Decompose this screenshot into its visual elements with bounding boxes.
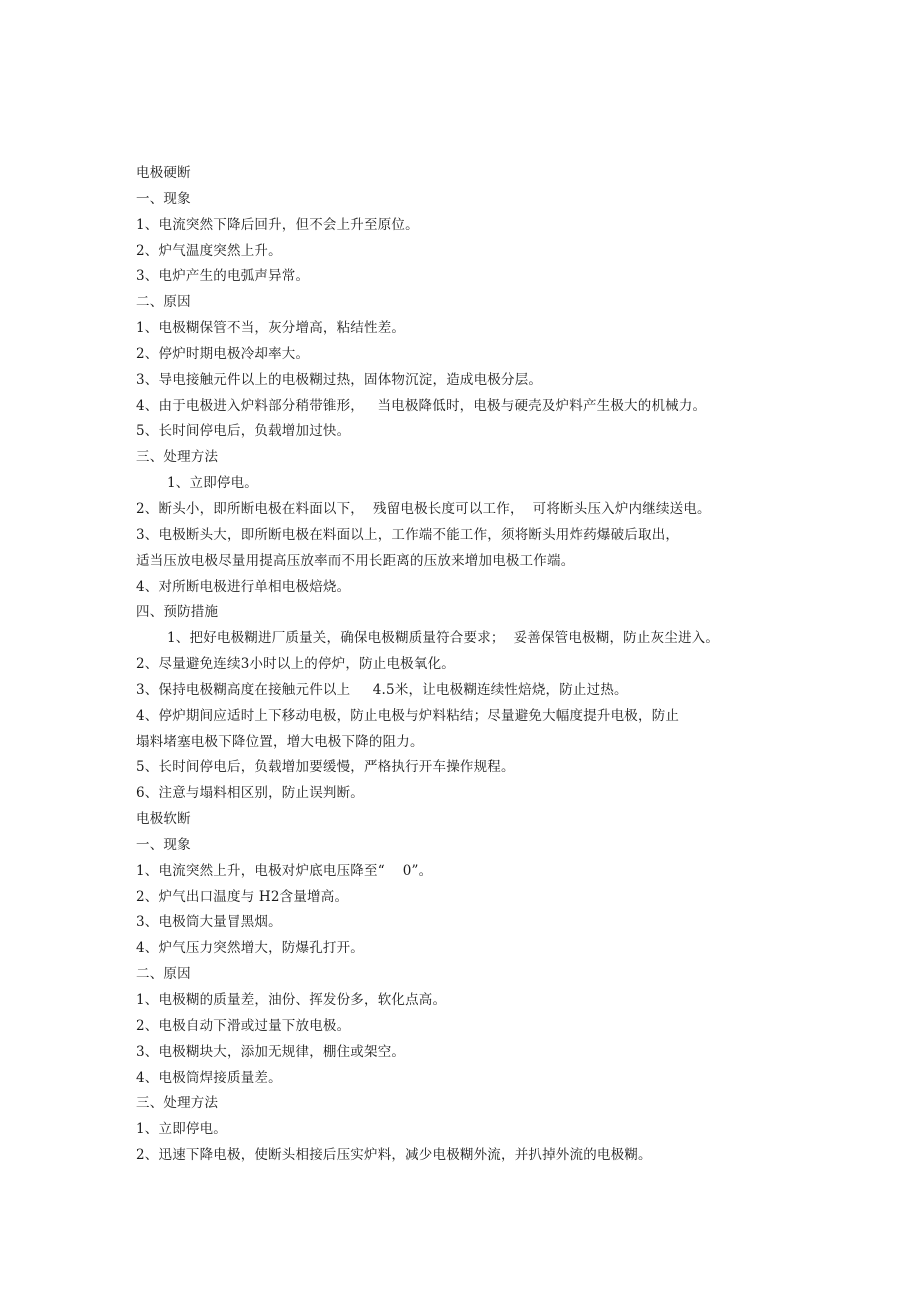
text-line: 4、电极筒焊接质量差。 — [136, 1069, 282, 1086]
section-title-soft-break: 电极软断 — [136, 811, 191, 828]
heading-phenomenon: 一、现象 — [136, 190, 191, 207]
text-line: 2、电极自动下滑或过量下放电极。 — [136, 1017, 351, 1034]
text-line: 3、导电接触元件以上的电极糊过热，固体物沉淀，造成电极分层。 — [136, 371, 543, 388]
text-line: 2、停炉时期电极冷却率大。 — [136, 345, 310, 362]
heading-phenomenon: 一、现象 — [136, 836, 191, 853]
text-line: 塌料堵塞电极下降位置，增大电极下降的阻力。 — [136, 733, 424, 750]
text-line: 2、迅速下降电极，使断头相接后压实炉料，减少电极糊外流，并扒掉外流的电极糊。 — [136, 1147, 652, 1164]
text-line: 适当压放电极尽量用提高压放率而不用长距离的压放来增加电极工作端。 — [136, 552, 575, 569]
text-line: 3、保持电极糊高度在接触元件以上 4.5米，让电极糊连续性焙烧，防止过热。 — [136, 681, 628, 698]
heading-treatment: 三、处理方法 — [136, 449, 219, 466]
text-line: 1、电流突然上升，电极对炉底电压降至“ 0”。 — [136, 862, 433, 879]
text-line: 1、把好电极糊进厂质量关，确保电极糊质量符合要求； 妥善保管电极糊，防止灰尘进入。 — [167, 630, 720, 647]
text-line: 1、电极糊的质量差，油份、挥发份多，软化点高。 — [136, 992, 447, 1008]
text-line: 2、断头小，即所断电极在料面以下， 残留电极长度可以工作， 可将断头压入炉内继续送电。 — [136, 500, 711, 517]
text-line: 3、电炉产生的电弧声异常。 — [136, 268, 310, 285]
text-line: 4、对所断电极进行单相电极焙烧。 — [136, 578, 351, 595]
heading-cause: 二、原因 — [136, 294, 191, 311]
section-title-hard-break: 电极硬断 — [136, 165, 191, 181]
text-line: 3、电极筒大量冒黑烟。 — [136, 914, 282, 931]
text-line: 2、尽量避免连续3小时以上的停炉，防止电极氧化。 — [136, 656, 455, 673]
text-line: 4、停炉期间应适时上下移动电极，防止电极与炉料粘结；尽量避免大幅度提升电极，防止 — [136, 707, 680, 724]
heading-cause: 二、原因 — [136, 966, 191, 983]
text-line: 4、炉气压力突然增大，防爆孔打开。 — [136, 940, 364, 957]
text-line: 3、电极糊块大，添加无规律，棚住或架空。 — [136, 1043, 406, 1060]
text-line: 5、长时间停电后，负载增加要缓慢，严格执行开车操作规程。 — [136, 759, 515, 776]
text-line: 5、长时间停电后，负载增加过快。 — [136, 423, 351, 440]
text-line: 6、注意与塌料相区别，防止误判断。 — [136, 785, 364, 802]
text-line: 1、电极糊保管不当，灰分增高，粘结性差。 — [136, 320, 406, 337]
heading-prevention: 四、预防措施 — [136, 604, 219, 621]
heading-treatment: 三、处理方法 — [136, 1095, 219, 1112]
text-line: 1、立即停电。 — [136, 1121, 227, 1138]
text-line: 2、炉气出口温度与 H2含量增高。 — [136, 888, 349, 905]
text-line: 2、炉气温度突然上升。 — [136, 242, 282, 259]
text-line: 1、电流突然下降后回升，但不会上升至原位。 — [136, 216, 419, 233]
text-line: 3、电极断头大，即所断电极在料面以上，工作端不能工作，须将断头用炸药爆破后取出， — [136, 526, 680, 543]
text-line: 4、由于电极进入炉料部分稍带锥形， 当电极降低时，电极与硬壳及炉料产生极大的机械力。 — [136, 397, 707, 414]
document-body — [136, 161, 876, 1169]
text-line: 1、立即停电。 — [167, 475, 258, 492]
